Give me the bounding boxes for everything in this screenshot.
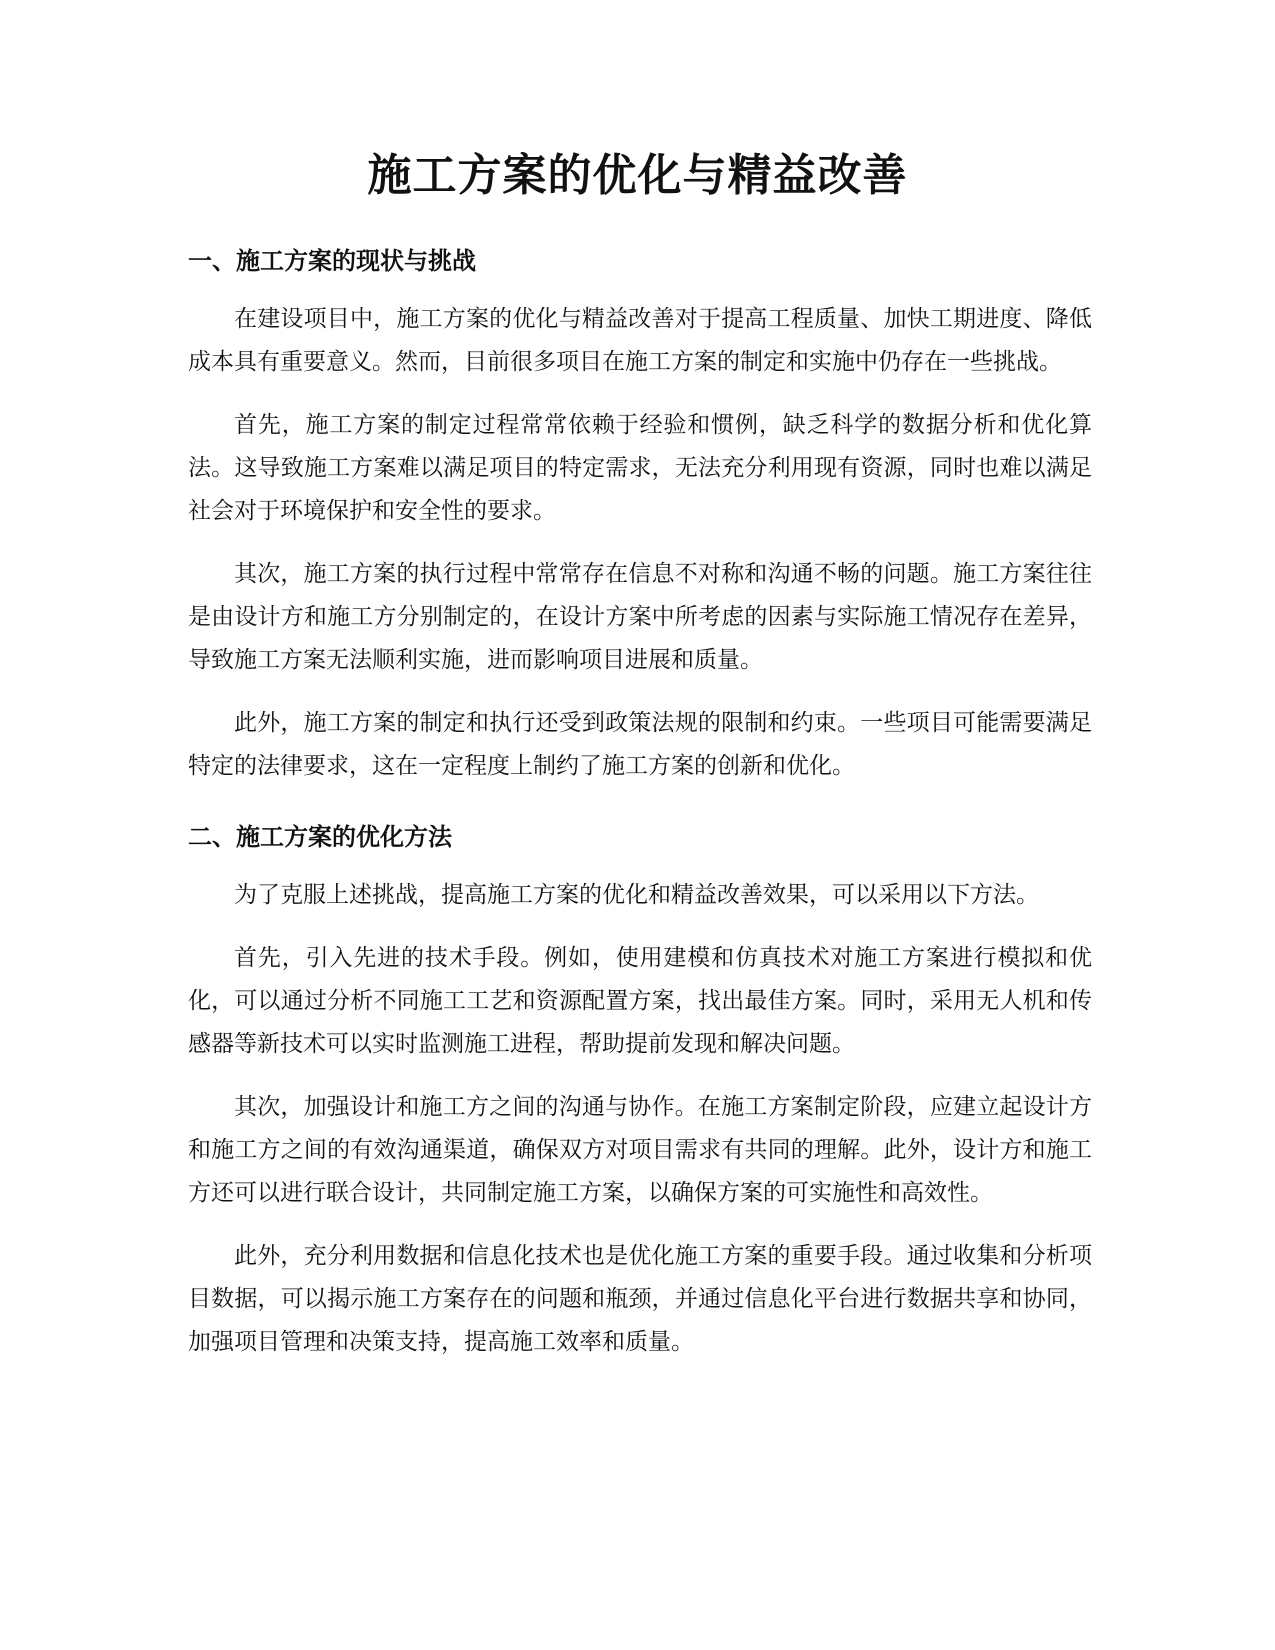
paragraph: 首先，引入先进的技术手段。例如，使用建模和仿真技术对施工方案进行模拟和优化，可以通过分析不同施工工艺和资源配置方案，找出最佳方案。同时，采用无人机和传感器等新技术可以实时监测施工进程，帮助提前发现和解决问题。: [188, 945, 1092, 1057]
section-optimization-methods: [188, 822, 1092, 1364]
paragraph: 为了克服上述挑战，提高施工方案的优化和精益改善效果，可以采用以下方法。: [234, 882, 1039, 908]
paragraph: 其次，施工方案的执行过程中常常存在信息不对称和沟通不畅的问题。施工方案往往是由设计方和施工方分别制定的，在设计方案中所考虑的因素与实际施工情况存在差异，导致施工方案无法顺利实施，进而影响项目进展和质量。: [188, 561, 1092, 673]
paragraph: 此外，充分利用数据和信息化技术也是优化施工方案的重要手段。通过收集和分析项目数据，可以揭示施工方案存在的问题和瓶颈，并通过信息化平台进行数据共享和协同，加强项目管理和决策支持，提高施工效率和质量。: [188, 1243, 1092, 1355]
paragraph: 此外，施工方案的制定和执行还受到政策法规的限制和约束。一些项目可能需要满足特定的法律要求，这在一定程度上制约了施工方案的创新和优化。: [188, 710, 1092, 779]
section-heading: 一、施工方案的现状与挑战: [188, 247, 476, 275]
section-heading: 二、施工方案的优化方法: [188, 823, 452, 851]
paragraph: 首先，施工方案的制定过程常常依赖于经验和惯例，缺乏科学的数据分析和优化算法。这导致施工方案难以满足项目的特定需求，无法充分利用现有资源，同时也难以满足社会对于环境保护和安全性的要求。: [188, 412, 1092, 524]
section-current-status: [188, 246, 1092, 788]
paragraph: 其次，加强设计和施工方之间的沟通与协作。在施工方案制定阶段，应建立起设计方和施工方之间的有效沟通渠道，确保双方对项目需求有共同的理解。此外，设计方和施工方还可以进行联合设计，共同制定施工方案，以确保方案的可实施性和高效性。: [188, 1094, 1092, 1206]
document-title: 施工方案的优化与精益改善: [367, 150, 908, 201]
document-body: [188, 246, 1092, 1384]
paragraph: 在建设项目中，施工方案的优化与精益改善对于提高工程质量、加快工期进度、降低成本具有重要意义。然而，目前很多项目在施工方案的制定和实施中仍存在一些挑战。: [188, 306, 1092, 375]
